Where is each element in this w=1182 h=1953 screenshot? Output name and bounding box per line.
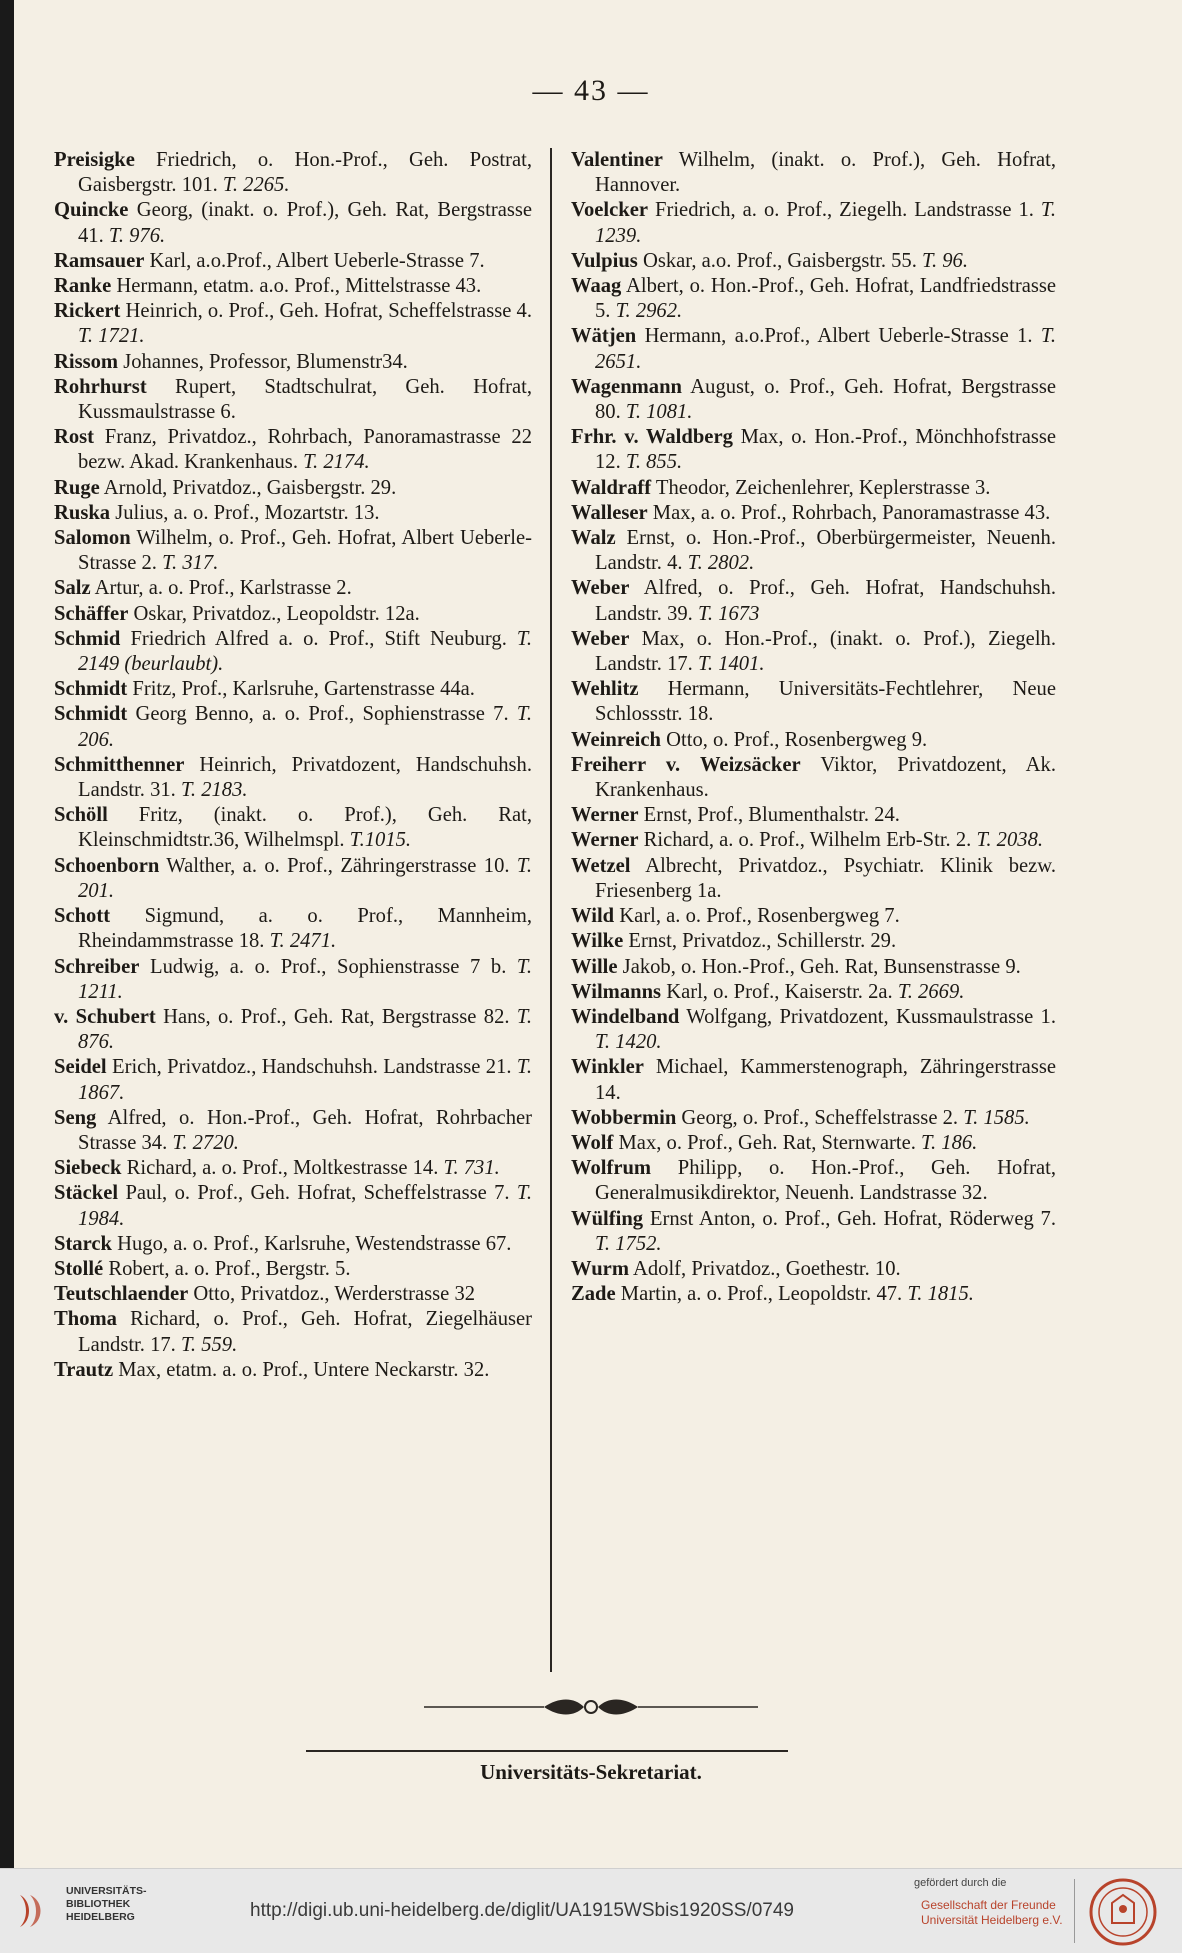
entry-details: Wilhelm, (inakt. o. Prof.), Geh. Hofrat, Hannover. [595, 149, 1056, 197]
entry-surname: Werner [571, 829, 639, 852]
entry-telephone: T. 2669. [897, 980, 965, 1003]
page-number: — 43 — [532, 74, 650, 107]
entry-surname: Rohrhurst [54, 375, 147, 398]
entry-surname: Rissom [54, 350, 119, 373]
directory-entry [54, 1232, 532, 1257]
entry-surname: v. Schubert [54, 1005, 156, 1028]
entry-details: Rupert, Stadtschulrat, Geh. Hofrat, Kussmaulstrasse 6. [78, 375, 532, 424]
entry-details: Max, o. Hon.-Prof., (inakt. o. Prof.), Ziegelh. Landstr. 17. [595, 627, 1056, 676]
directory-entry [571, 1055, 1056, 1105]
entry-surname: Wätjen [571, 325, 637, 348]
entry-details: Fritz, (inakt. o. Prof.), Geh. Rat, Kleinschmidtstr.36, Wilhelmspl. [78, 804, 532, 852]
directory-entry [54, 753, 532, 803]
entry-surname: Valentiner [571, 149, 663, 171]
entry-telephone: T. 1673 [697, 602, 760, 625]
entry-surname: Seng [54, 1106, 97, 1129]
entry-surname: Winkler [571, 1056, 644, 1079]
directory-entry [571, 274, 1056, 324]
directory-entry [571, 476, 1056, 501]
entry-surname: Thoma [54, 1308, 117, 1331]
entry-details: Max, o. Prof., Geh. Rat, Sternwarte. [613, 1131, 922, 1154]
entry-details: Hans, o. Prof., Geh. Rat, Bergstrasse 82. [155, 1005, 517, 1028]
directory-entry [54, 198, 532, 248]
entry-details: Karl, a.o.Prof., Albert Ueberle-Strasse 7. [144, 249, 485, 272]
directory-entry [54, 1181, 532, 1231]
entry-surname: Ranke [54, 275, 112, 298]
directory-entry [571, 148, 1056, 198]
section-title: Universitäts-Sekretariat. [480, 1760, 702, 1784]
directory-entry [54, 955, 532, 1005]
directory-entry [54, 602, 532, 627]
entry-surname: Schreiber [54, 955, 140, 978]
entry-details: Max, o. Hon.-Prof., Mönchhofstrasse 12. [595, 426, 1056, 474]
directory-entry [54, 576, 532, 601]
entry-surname: Rickert [54, 300, 121, 323]
entry-surname: Wülfing [571, 1207, 644, 1230]
entry-details: Heinrich, Privatdozent, Handschuhsh. Landstr. 31. [78, 753, 532, 802]
entry-details: Friedrich, o. Hon.-Prof., Geh. Postrat, Gaisbergstr. 101. [78, 149, 532, 197]
directory-entry [571, 803, 1056, 828]
entry-surname: Schmidt [54, 678, 128, 701]
entry-surname: Starck [54, 1232, 112, 1255]
directory-entry [571, 1207, 1056, 1257]
entry-details: Alfred, o. Prof., Geh. Hofrat, Handschuhsh. Landstr. 39. [595, 577, 1056, 625]
entry-details: Fritz, Prof., Karlsruhe, Gartenstrasse 44a. [127, 678, 475, 701]
directory-entry [54, 1358, 532, 1383]
entry-telephone: T. 855. [625, 451, 683, 474]
entry-details: Georg, (inakt. o. Prof.), Geh. Rat, Bergstrasse 41. [78, 199, 532, 247]
directory-entry [54, 627, 532, 677]
entry-surname: Walz [571, 527, 616, 550]
entry-surname: Rost [54, 426, 95, 449]
entry-details: Georg, o. Prof., Scheffelstrasse 2. [676, 1106, 964, 1129]
directory-entry [571, 904, 1056, 929]
entry-details: Walther, a. o. Prof., Zähringerstrasse 10. [159, 854, 517, 877]
directory-entry [54, 375, 532, 425]
entry-details: Hugo, a. o. Prof., Karlsruhe, Westendstrasse 67. [111, 1232, 512, 1255]
directory-entry [571, 249, 1056, 274]
entry-telephone: T. 2038. [976, 829, 1044, 852]
directory-entry [571, 929, 1056, 954]
directory-entry [54, 1282, 532, 1307]
entry-surname: Windelband [571, 1005, 680, 1028]
entry-surname: Wolfrum [571, 1157, 652, 1180]
entry-details: Jakob, o. Hon.-Prof., Geh. Rat, Bunsenstrasse 9. [617, 955, 1021, 978]
library-name: UNIVERSITÄTS- BIBLIOTHEK HEIDELBERG [66, 1885, 147, 1923]
entry-telephone: T. 1401. [697, 653, 765, 676]
directory-entry [54, 526, 532, 576]
sponsor-label: gefördert durch die [914, 1877, 1007, 1889]
directory-entry [54, 677, 532, 702]
entry-surname: Wagenmann [571, 375, 683, 398]
directory-entry [571, 1106, 1056, 1131]
entry-surname: Waag [571, 275, 622, 298]
entry-telephone: T. 2471. [269, 930, 337, 953]
entry-details: Franz, Privatdoz., Rohrbach, Panoramastrasse 22 bezw. Akad. Krankenhaus. [78, 426, 532, 474]
entry-details: Ludwig, a. o. Prof., Sophienstrasse 7 b. [139, 955, 517, 978]
directory-entry [54, 702, 532, 752]
entry-details: Oskar, Privatdoz., Leopoldstr. 12a. [128, 602, 420, 625]
entry-details: Friedrich Alfred a. o. Prof., Stift Neuburg. [120, 627, 517, 650]
entry-details: Julius, a. o. Prof., Mozartstr. 13. [110, 501, 380, 524]
entry-details: Heinrich, o. Prof., Geh. Hofrat, Scheffelstrasse 4. [120, 300, 532, 323]
entry-surname: Ruge [54, 476, 100, 499]
directory-entry [571, 955, 1056, 980]
entry-surname: Wobbermin [571, 1106, 677, 1129]
directory-entry [571, 198, 1056, 248]
directory-entry [54, 274, 532, 299]
directory-entry [571, 980, 1056, 1005]
entry-details: Hermann, Universitäts-Fechtlehrer, Neue Schlossstr. 18. [595, 678, 1056, 726]
directory-entry [54, 476, 532, 501]
directory-entry [54, 425, 532, 475]
directory-entry [571, 576, 1056, 626]
entry-telephone: T. 206. [78, 703, 532, 751]
entry-telephone: T. 2265. [222, 174, 290, 197]
entry-details: Albert, o. Hon.-Prof., Geh. Hofrat, Landfriedstrasse 5. [595, 275, 1056, 323]
entry-details: Albrecht, Privatdoz., Psychiatr. Klinik bezw. Friesenberg 1a. [595, 854, 1056, 902]
entry-telephone: T. 2802. [687, 552, 755, 575]
directory-entry [54, 249, 532, 274]
entry-telephone: T. 96. [922, 249, 968, 272]
entry-surname: Weber [571, 627, 630, 650]
directory-entry [54, 1055, 532, 1105]
entry-surname: Weber [571, 577, 630, 600]
entry-surname: Trautz [54, 1358, 114, 1381]
left-column [54, 148, 532, 1383]
entry-surname: Quincke [54, 199, 129, 222]
entry-details: Richard, a. o. Prof., Moltkestrasse 14. [121, 1157, 444, 1180]
entry-details: Theodor, Zeichenlehrer, Keplerstrasse 3. [651, 476, 991, 499]
entry-telephone: T. 2720. [172, 1131, 239, 1154]
entry-telephone: T. 201. [78, 854, 532, 902]
entry-surname: Stollé [54, 1257, 104, 1280]
entry-telephone: T. 976. [108, 224, 166, 247]
column-divider [550, 148, 552, 1672]
entry-details: Hermann, a.o.Prof., Albert Ueberle-Strasse 1. [636, 325, 1041, 348]
entry-details: Ernst, Prof., Blumenthalstr. 24. [638, 804, 900, 827]
library-logo-icon [14, 1891, 54, 1931]
entry-surname: Teutschlaender [54, 1283, 189, 1306]
entry-telephone: T. 1420. [595, 1031, 662, 1054]
entry-surname: Wehlitz [571, 678, 639, 701]
entry-telephone: T. 1585. [963, 1106, 1030, 1129]
entry-details: Karl, o. Prof., Kaiserstr. 2a. [661, 980, 898, 1003]
entry-details: Robert, a. o. Prof., Bergstr. 5. [103, 1257, 351, 1280]
directory-entry [54, 1156, 532, 1181]
sponsor-name: Gesellschaft der Freunde Universität Heidelberg e.V. [921, 1898, 1063, 1927]
entry-telephone: T. 2651. [595, 325, 1056, 373]
entry-surname: Ruska [54, 501, 111, 524]
entry-telephone: T. 876. [78, 1005, 532, 1054]
entry-details: Viktor, Privatdozent, Ak. Krankenhaus. [595, 753, 1057, 802]
entry-telephone: T. 559. [180, 1333, 238, 1356]
entry-surname: Schott [54, 905, 111, 928]
directory-entry [571, 1131, 1056, 1156]
entry-details: Ernst, o. Hon.-Prof., Oberbürgermeister, Neuenh. Landstr. 4. [595, 527, 1056, 575]
entry-surname: Wilmanns [571, 980, 662, 1003]
entry-surname: Frhr. v. Waldberg [571, 426, 733, 449]
entry-surname: Schmidt [54, 703, 128, 726]
directory-entry [571, 1005, 1056, 1055]
entry-telephone: T. 2962. [615, 300, 683, 323]
entry-surname: Schmitthenner [54, 753, 185, 776]
directory-entry [571, 828, 1056, 853]
entry-surname: Zade [571, 1283, 616, 1306]
directory-entry [54, 350, 532, 375]
directory-entry [571, 1257, 1056, 1282]
directory-entry [571, 854, 1056, 904]
entry-surname: Wurm [571, 1257, 629, 1280]
entry-surname: Siebeck [54, 1157, 122, 1180]
directory-entry [54, 1106, 532, 1156]
directory-entry [54, 1307, 532, 1357]
entry-surname: Wetzel [571, 854, 631, 877]
ornament-divider [424, 1692, 758, 1722]
entry-telephone: T. 1081. [625, 401, 693, 424]
entry-telephone: T. 1721. [78, 325, 145, 348]
entry-details: August, o. Prof., Geh. Hofrat, Bergstrasse 80. [595, 375, 1056, 424]
page-binding-edge [0, 0, 14, 1868]
entry-details: Karl, a. o. Prof., Rosenbergweg 7. [614, 905, 900, 928]
entry-details: Max, etatm. a. o. Prof., Untere Neckarstr. 32. [113, 1358, 490, 1381]
entry-telephone: T. 1984. [78, 1182, 532, 1230]
entry-telephone: T. 2183. [180, 779, 248, 802]
entry-telephone: T. 317. [162, 552, 219, 575]
entry-surname: Salz [54, 577, 91, 600]
entry-details: Max, a. o. Prof., Rohrbach, Panoramastrasse 43. [647, 501, 1051, 524]
entry-surname: Werner [571, 804, 639, 827]
entry-surname: Wild [571, 905, 615, 928]
entry-details: Alfred, o. Hon.-Prof., Geh. Hofrat, Rohrbacher Strasse 34. [78, 1106, 532, 1154]
entry-surname: Walleser [571, 501, 648, 524]
right-column [571, 148, 1056, 1307]
entry-telephone: T. 1867. [78, 1056, 532, 1104]
directory-entry [571, 753, 1056, 803]
directory-entry [571, 324, 1056, 374]
directory-entry [571, 677, 1056, 727]
entry-surname: Weinreich [571, 728, 661, 751]
entry-details: Arnold, Privatdoz., Gaisbergstr. 29. [99, 476, 397, 499]
entry-details: Wilhelm, o. Prof., Geh. Hofrat, Albert Ueberle-Strasse 2. [78, 527, 532, 575]
entry-details: Ernst, Privatdoz., Schillerstr. 29. [623, 930, 897, 953]
entry-surname: Preisigke [54, 149, 135, 171]
entry-details: Adolf, Privatdoz., Goethestr. 10. [628, 1257, 901, 1280]
directory-entry [571, 728, 1056, 753]
directory-entry [54, 501, 532, 526]
entry-details: Georg Benno, a. o. Prof., Sophienstrasse 7. [127, 703, 517, 726]
entry-details: Wolfgang, Privatdozent, Kussmaulstrasse 1. [679, 1005, 1056, 1028]
entry-surname: Seidel [54, 1056, 107, 1079]
digitization-footer [0, 1868, 1182, 1953]
entry-details: Otto, Privatdoz., Werderstrasse 32 [188, 1283, 476, 1306]
entry-surname: Stäckel [54, 1182, 119, 1205]
entry-telephone: T. 1752. [595, 1232, 662, 1255]
directory-entry [571, 526, 1056, 576]
directory-entry [571, 627, 1056, 677]
entry-surname: Schöll [54, 804, 108, 827]
section-rule [306, 1750, 788, 1752]
entry-surname: Wille [571, 955, 618, 978]
directory-entry [571, 425, 1056, 475]
entry-details: Martin, a. o. Prof., Leopoldstr. 47. [615, 1283, 908, 1306]
directory-entry [54, 1005, 532, 1055]
entry-details: Richard, a. o. Prof., Wilhelm Erb-Str. 2. [638, 829, 977, 852]
entry-surname: Wolf [571, 1131, 614, 1154]
directory-entry [571, 375, 1056, 425]
entry-details: Artur, a. o. Prof., Karlstrasse 2. [90, 577, 352, 600]
footer-separator [1074, 1879, 1075, 1943]
entry-telephone: T. 1815. [907, 1283, 974, 1306]
entry-telephone: T. 731. [443, 1157, 500, 1180]
directory-entry [54, 803, 532, 853]
directory-entry [571, 1282, 1056, 1307]
entry-details: Otto, o. Prof., Rosenbergweg 9. [661, 728, 928, 751]
directory-entry [54, 904, 532, 954]
entry-surname: Ramsauer [54, 249, 145, 272]
entry-surname: Voelcker [571, 199, 649, 222]
entry-telephone: T.1015. [349, 829, 412, 852]
directory-entry [54, 854, 532, 904]
directory-entry [54, 299, 532, 349]
source-url-link[interactable]: http://digi.ub.uni-heidelberg.de/diglit/UA1915WSbis1920SS/0749 [250, 1900, 794, 1921]
entry-surname: Freiherr v. Weizsäcker [571, 753, 801, 776]
entry-telephone: T. 2149 (beurlaubt). [78, 627, 532, 676]
entry-telephone: T. 1239. [595, 199, 1056, 247]
entry-details: Friedrich, a. o. Prof., Ziegelh. Landstrasse 1. [648, 199, 1041, 222]
directory-entry [571, 501, 1056, 526]
entry-details: Hermann, etatm. a.o. Prof., Mittelstrasse 43. [111, 275, 482, 298]
directory-entry [571, 1156, 1056, 1206]
entry-telephone: T. 186. [921, 1131, 978, 1154]
entry-details: Erich, Privatdoz., Handschuhsh. Landstrasse 21. [106, 1056, 517, 1079]
entry-surname: Wilke [571, 930, 624, 953]
entry-details: Richard, o. Prof., Geh. Hofrat, Ziegelhäuser Landstr. 17. [78, 1308, 532, 1356]
entry-surname: Vulpius [571, 249, 638, 272]
entry-details: Sigmund, a. o. Prof., Mannheim, Rheindammstrasse 18. [78, 905, 532, 953]
entry-surname: Schoenborn [54, 854, 160, 877]
entry-details: Michael, Kammerstenograph, Zähringerstrasse 14. [595, 1056, 1056, 1104]
entry-details: Ernst Anton, o. Prof., Geh. Hofrat, Röderweg 7. [643, 1207, 1056, 1230]
entry-details: Johannes, Professor, Blumenstr34. [118, 350, 408, 373]
entry-surname: Schmid [54, 627, 121, 650]
entry-surname: Waldraff [571, 476, 652, 499]
entry-details: Oskar, a.o. Prof., Gaisbergstr. 55. [637, 249, 923, 272]
university-seal-icon [1088, 1877, 1158, 1947]
entry-details: Paul, o. Prof., Geh. Hofrat, Scheffelstrasse 7. [118, 1182, 517, 1205]
directory-entry [54, 148, 532, 198]
directory-entry [54, 1257, 532, 1282]
entry-details: Philipp, o. Hon.-Prof., Geh. Hofrat, Generalmusikdirektor, Neuenh. Landstrasse 32. [595, 1157, 1056, 1205]
entry-surname: Salomon [54, 527, 131, 550]
entry-surname: Schäffer [54, 602, 129, 625]
entry-telephone: T. 1211. [78, 955, 532, 1003]
entry-telephone: T. 2174. [303, 451, 370, 474]
